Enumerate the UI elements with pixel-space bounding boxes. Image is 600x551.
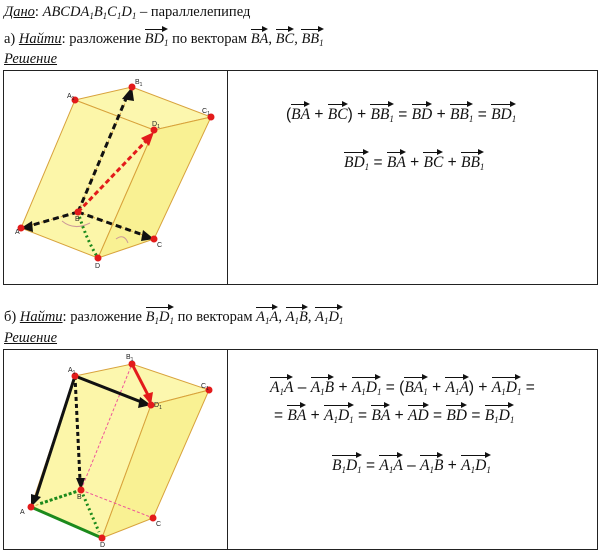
label-b-b: B xyxy=(77,494,82,501)
label-b: B xyxy=(75,216,80,223)
vector-bc: BC xyxy=(276,28,295,48)
label-b-b1: $B_1$ xyxy=(126,354,134,363)
label-b-a1: $A_1$ xyxy=(68,367,76,376)
given-label: Дано xyxy=(4,4,35,20)
label-d: D xyxy=(95,263,101,270)
solution-label-b: Решение xyxy=(4,330,58,346)
equation-a1: $(BA + BC) + BB_1$ = BD + $BB_1 = BD_1$ xyxy=(286,103,516,124)
given-figure: $ABCDA_1B_1C_1D_1$ xyxy=(42,4,137,21)
box-a-divider xyxy=(227,71,228,284)
vector-ba: BA xyxy=(251,28,269,48)
task-a-line: а) Найти: разложение $BD_1$ по векторам BA, BC, $BB_1$ xyxy=(4,28,324,48)
solution-label-a: Решение xyxy=(4,51,58,67)
equation-b3: $B_1D_1 = A_1A - A_1B + A_1D_1$ xyxy=(332,454,491,475)
label-c1: $C_1$ xyxy=(202,108,210,117)
find-label-a: Найти xyxy=(18,31,62,47)
solution-box-a xyxy=(3,70,598,285)
label-b-d: D xyxy=(100,542,106,549)
vector-a1d1: $A_1D_1$ xyxy=(315,306,343,326)
parallelepiped-figure-a xyxy=(4,71,226,284)
label-a: A xyxy=(15,229,20,236)
equation-b1: $A_1A - A_1B + A_1D_1 = (BA_1 + A_1A) + A_1D_1$ = xyxy=(270,376,535,397)
vector-bd1: $BD_1$ xyxy=(145,28,169,48)
box-b-divider xyxy=(227,350,228,549)
label-b1: $B_1$ xyxy=(135,79,143,88)
vector-a1b: $A_1B$ xyxy=(286,306,308,326)
given-line: Дано: $ABCDA_1B_1C_1D_1$ – параллелепипед xyxy=(4,4,251,21)
label-a1: $A_1$ xyxy=(67,93,75,102)
label-c: C xyxy=(157,242,163,249)
label-b-d1: $D_1$ xyxy=(154,402,162,411)
label-b-a: A xyxy=(20,509,25,516)
label-d1: $D_1$ xyxy=(152,121,160,130)
given-tail: – параллелепипед xyxy=(136,4,251,20)
vector-a1a: $A_1A$ xyxy=(256,306,278,326)
find-label-b: Найти xyxy=(19,309,63,325)
vector-bb1: $BB_1$ xyxy=(301,28,323,48)
parallelepiped-figure-b xyxy=(4,350,226,549)
equation-a2: $BD_1$ = BA + BC + $BB_1$ xyxy=(344,151,484,172)
label-b-c: C xyxy=(156,521,162,528)
equation-b2: = BA + $A_1D_1$ = BA + AD = BD = $B_1D_1$ xyxy=(274,404,514,425)
vector-b1d1: $B_1D_1$ xyxy=(146,306,174,326)
task-b-line: б) Найти: разложение $B_1D_1$ по векторам $A_1A$, $A_1B$, $A_1D_1$ xyxy=(4,306,343,326)
solution-box-b xyxy=(3,349,598,550)
label-b-c1: $C_1$ xyxy=(201,383,209,392)
